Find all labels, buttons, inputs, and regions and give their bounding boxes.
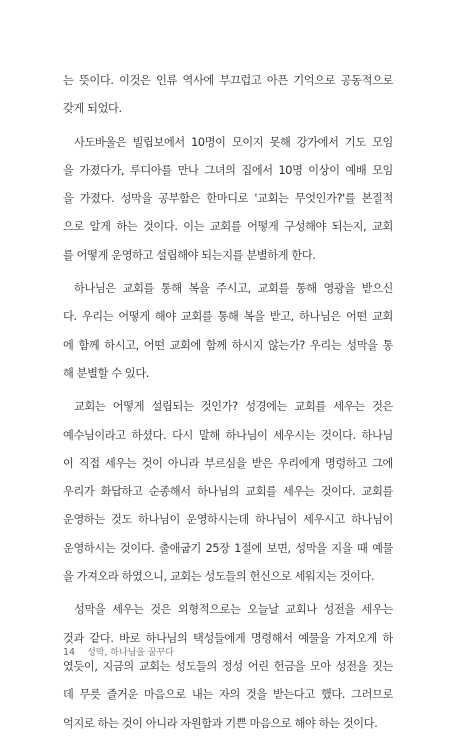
text-line: 운영하시는 것이다. 출애굽기 25장 1절에 보면, 성막을 지을 때 예물	[63, 541, 393, 555]
text-line: 을 가졌다가, 루디아를 만나 그녀의 집에서 10명 이상이 예배 모임	[63, 163, 393, 177]
text-line: 였듯이, 지금의 교회는 성도들의 정성 어린 헌금을 모아 성전을 짓는	[63, 659, 393, 673]
text-line: 를 어떻게 운영하고 설립해야 되는지를 분별하게 한다.	[63, 248, 316, 262]
paragraph	[63, 67, 393, 124]
page-body	[63, 67, 393, 738]
paragraph	[63, 275, 393, 388]
text-line: 억지로 하는 것이 아니라 자원함과 기쁜 마음으로 해야 하는 것이다.	[63, 716, 378, 730]
paragraph	[63, 129, 393, 270]
text-line: 우리가 화답하고 순종해서 하나님의 교회를 세우는 것이다. 교회를	[63, 485, 393, 499]
text-line: 으로 알게 하는 것이다. 이는 교회를 어떻게 구성해야 되는지, 교회	[63, 220, 393, 234]
text-line: 교회는 어떻게 설립되는 것인가? 성경에는 교회를 세우는 것은	[74, 400, 393, 414]
text-line: 예수님이라고 하셨다. 다시 말해 하나님이 세우시는 것이다. 하나님	[63, 428, 393, 442]
text-line: 을 가져오라 하였으니, 교회는 성도들의 헌신으로 세워지는 것이다.	[63, 570, 375, 584]
paragraph	[63, 596, 393, 737]
text-line: 갖게 되었다.	[63, 102, 122, 116]
text-line: 것과 같다. 바로 하나님의 택성들에게 명령해서 예물을 가져오게 하	[63, 631, 393, 645]
paragraph	[63, 393, 393, 591]
text-line: 성막을 세우는 것은 외형적으로는 오늘날 교회나 성전을 세우는	[74, 603, 393, 617]
text-line: 사도바울은 빌립보에서 10명이 모이지 못해 강가에서 기도 모임	[74, 135, 393, 149]
text-line: 다. 우리는 어떻게 해야 교회를 통해 복을 받고, 하나님은 어떤 교회	[63, 310, 393, 324]
page-number: 14	[63, 647, 76, 658]
text-line: 이 직접 세우는 것이 아니라 부르심을 받은 우리에게 명령하고 그에	[63, 456, 393, 470]
text-line: 운영하는 것도 하나님이 운영하시는데 하나님이 세우시고 하나님이	[63, 513, 393, 527]
text-line: 을 가졌다. 성막을 공부함은 한마디로 '교회는 무엇인가?'를 본질적	[63, 192, 393, 206]
text-line: 에 함께 하시고, 어떤 교회에 함께 하시지 않는가? 우리는 성막을 통	[63, 338, 393, 352]
text-line: 는 뜻이다. 이것은 인류 역사에 부끄럽고 아픈 기억으로 공동적으로	[63, 74, 393, 87]
text-line: 데 무릇 즐거운 마음으로 내는 자의 것을 받는다고 했다. 그러므로	[63, 688, 393, 702]
text-line: 해 분별할 수 있다.	[63, 366, 150, 380]
page-footer	[63, 645, 174, 658]
text-line: 하나님은 교회를 통해 복을 주시고, 교회를 통해 영광을 받으신	[74, 282, 393, 296]
running-title: 성막, 하나님을 꿈꾸다	[87, 648, 174, 658]
